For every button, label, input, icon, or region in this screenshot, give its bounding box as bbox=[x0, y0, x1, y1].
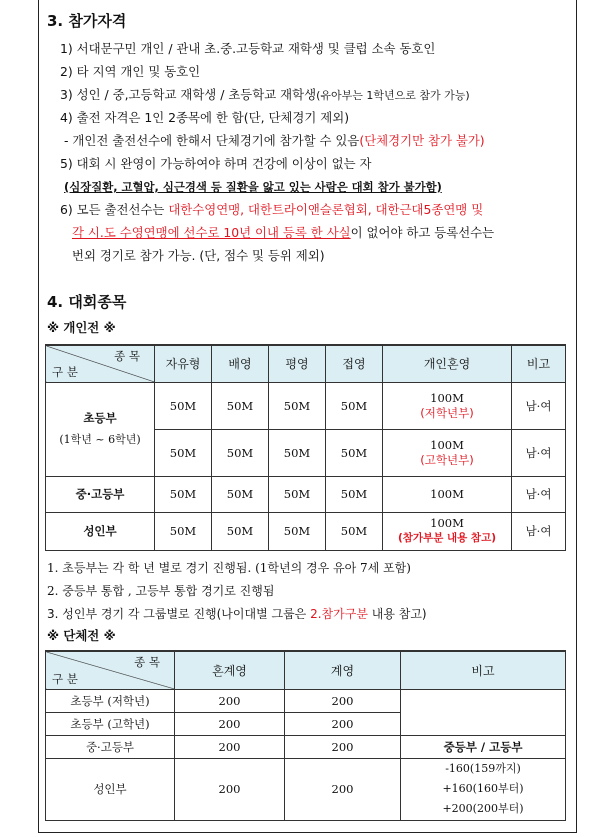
cell: 100M (고학년부) bbox=[383, 429, 512, 476]
cell: 50M bbox=[269, 512, 326, 550]
col-header: 비고 bbox=[401, 651, 566, 689]
row-label: 초등부 (저학년) bbox=[46, 689, 175, 712]
col-header: 혼계영 bbox=[175, 651, 285, 689]
table-corner: 종 목 구 분 bbox=[46, 651, 175, 689]
team-events-table bbox=[45, 650, 566, 821]
cell: 중등부 / 고등부 bbox=[401, 735, 566, 758]
table-row bbox=[46, 476, 566, 512]
note-2: 2. 중등부 통합 , 고등부 통합 경기로 진행됨 bbox=[47, 584, 275, 598]
cell: 50M bbox=[326, 512, 383, 550]
col-header: 자유형 bbox=[155, 345, 212, 382]
cell: 50M bbox=[155, 382, 212, 429]
cell: 100M (저학년부) bbox=[383, 382, 512, 429]
row-label: 초등부 (고학년) bbox=[46, 712, 175, 735]
eligibility-item-6-cont: 각 시.도 수영연맹에 선수로 10년 이내 등록 한 사실이 없어야 하고 등록선수는 bbox=[72, 225, 495, 240]
cell: 50M bbox=[326, 382, 383, 429]
cell: 200 bbox=[285, 735, 401, 758]
cell: 50M bbox=[326, 429, 383, 476]
table-row bbox=[46, 512, 566, 550]
col-header: 계영 bbox=[285, 651, 401, 689]
individual-events-table bbox=[45, 344, 566, 551]
col-header: 개인혼영 bbox=[383, 345, 512, 382]
eligibility-item-4-note: - 개인전 출전선수에 한해서 단체경기에 참가할 수 있음(단체경기만 참가 불가) bbox=[64, 133, 485, 148]
cell: 200 bbox=[285, 758, 401, 820]
cell: 50M bbox=[269, 382, 326, 429]
table-row bbox=[46, 735, 566, 758]
cell: 50M bbox=[155, 476, 212, 512]
eligibility-item-4: 4) 출전 자격은 1인 2종목에 한 함(단, 단체경기 제외) bbox=[60, 110, 350, 125]
section-3-title: 3. 참가자격 bbox=[47, 12, 127, 30]
table-row bbox=[46, 382, 566, 429]
cell: 남·여 bbox=[512, 512, 566, 550]
cell: 50M bbox=[155, 512, 212, 550]
cell: 100M (참가부분 내용 참고) bbox=[383, 512, 512, 550]
cell: 50M bbox=[212, 429, 269, 476]
eligibility-item-6-cont2: 번외 경기로 참가 가능. (단, 점수 및 등위 제외) bbox=[72, 248, 325, 263]
cell: -160(159까지) +160(160부터) +200(200부터) bbox=[401, 758, 566, 820]
col-header: 접영 bbox=[326, 345, 383, 382]
cell: 50M bbox=[212, 512, 269, 550]
section-4-title: 4. 대회종목 bbox=[47, 293, 127, 311]
eligibility-item-5: 5) 대회 시 완영이 가능하여야 하며 건강에 이상이 없는 자 bbox=[60, 156, 372, 171]
table-corner: 종 목 구 분 bbox=[46, 345, 155, 382]
cell: 50M bbox=[212, 476, 269, 512]
cell bbox=[401, 689, 566, 735]
cell: 50M bbox=[212, 382, 269, 429]
cell: 50M bbox=[269, 429, 326, 476]
cell: 200 bbox=[175, 735, 285, 758]
table-row bbox=[46, 758, 566, 820]
cell: 200 bbox=[285, 712, 401, 735]
cell: 50M bbox=[269, 476, 326, 512]
cell: 남·여 bbox=[512, 382, 566, 429]
cell: 남·여 bbox=[512, 429, 566, 476]
eligibility-item-3: 3) 성인 / 중,고등학교 재학생 / 초등학교 재학생(유아부는 1학년으로 참가 가능) bbox=[60, 87, 470, 102]
cell: 50M bbox=[326, 476, 383, 512]
eligibility-item-5-note: (심장질환, 고혈압, 심근경색 등 질환을 앓고 있는 사람은 대회 참가 불가함) bbox=[64, 180, 442, 194]
eligibility-item-2: 2) 타 지역 개인 및 동호인 bbox=[60, 64, 201, 79]
row-label: 중·고등부 bbox=[46, 476, 155, 512]
row-label: 중·고등부 bbox=[46, 735, 175, 758]
individual-label: ※ 개인전 ※ bbox=[47, 320, 116, 335]
eligibility-item-1: 1) 서대문구민 개인 / 관내 초.중.고등학교 재학생 및 클럽 소속 동호인 bbox=[60, 41, 436, 56]
cell: 200 bbox=[175, 758, 285, 820]
cell: 50M bbox=[155, 429, 212, 476]
row-label: 초등부 (1학년 ~ 6학년) bbox=[46, 382, 155, 476]
col-header: 평영 bbox=[269, 345, 326, 382]
cell: 200 bbox=[285, 689, 401, 712]
cell: 남·여 bbox=[512, 476, 566, 512]
row-label: 성인부 bbox=[46, 512, 155, 550]
team-label: ※ 단체전 ※ bbox=[47, 628, 116, 643]
col-header: 비고 bbox=[512, 345, 566, 382]
col-header: 배영 bbox=[212, 345, 269, 382]
cell: 100M bbox=[383, 476, 512, 512]
row-label: 성인부 bbox=[46, 758, 175, 820]
note-1: 1. 초등부는 각 학 년 별로 경기 진행됨. (1학년의 경우 유아 7세 포함) bbox=[47, 561, 411, 575]
note-3: 3. 성인부 경기 각 그룹별로 진행(나이대별 그룹은 2.참가구분 내용 참고) bbox=[47, 607, 427, 621]
table-row bbox=[46, 689, 566, 712]
eligibility-item-6: 6) 모든 출전선수는 대한수영연맹, 대한트라이앤슬론협회, 대한근대5종연맹 및 bbox=[60, 202, 484, 217]
cell: 200 bbox=[175, 689, 285, 712]
cell: 200 bbox=[175, 712, 285, 735]
